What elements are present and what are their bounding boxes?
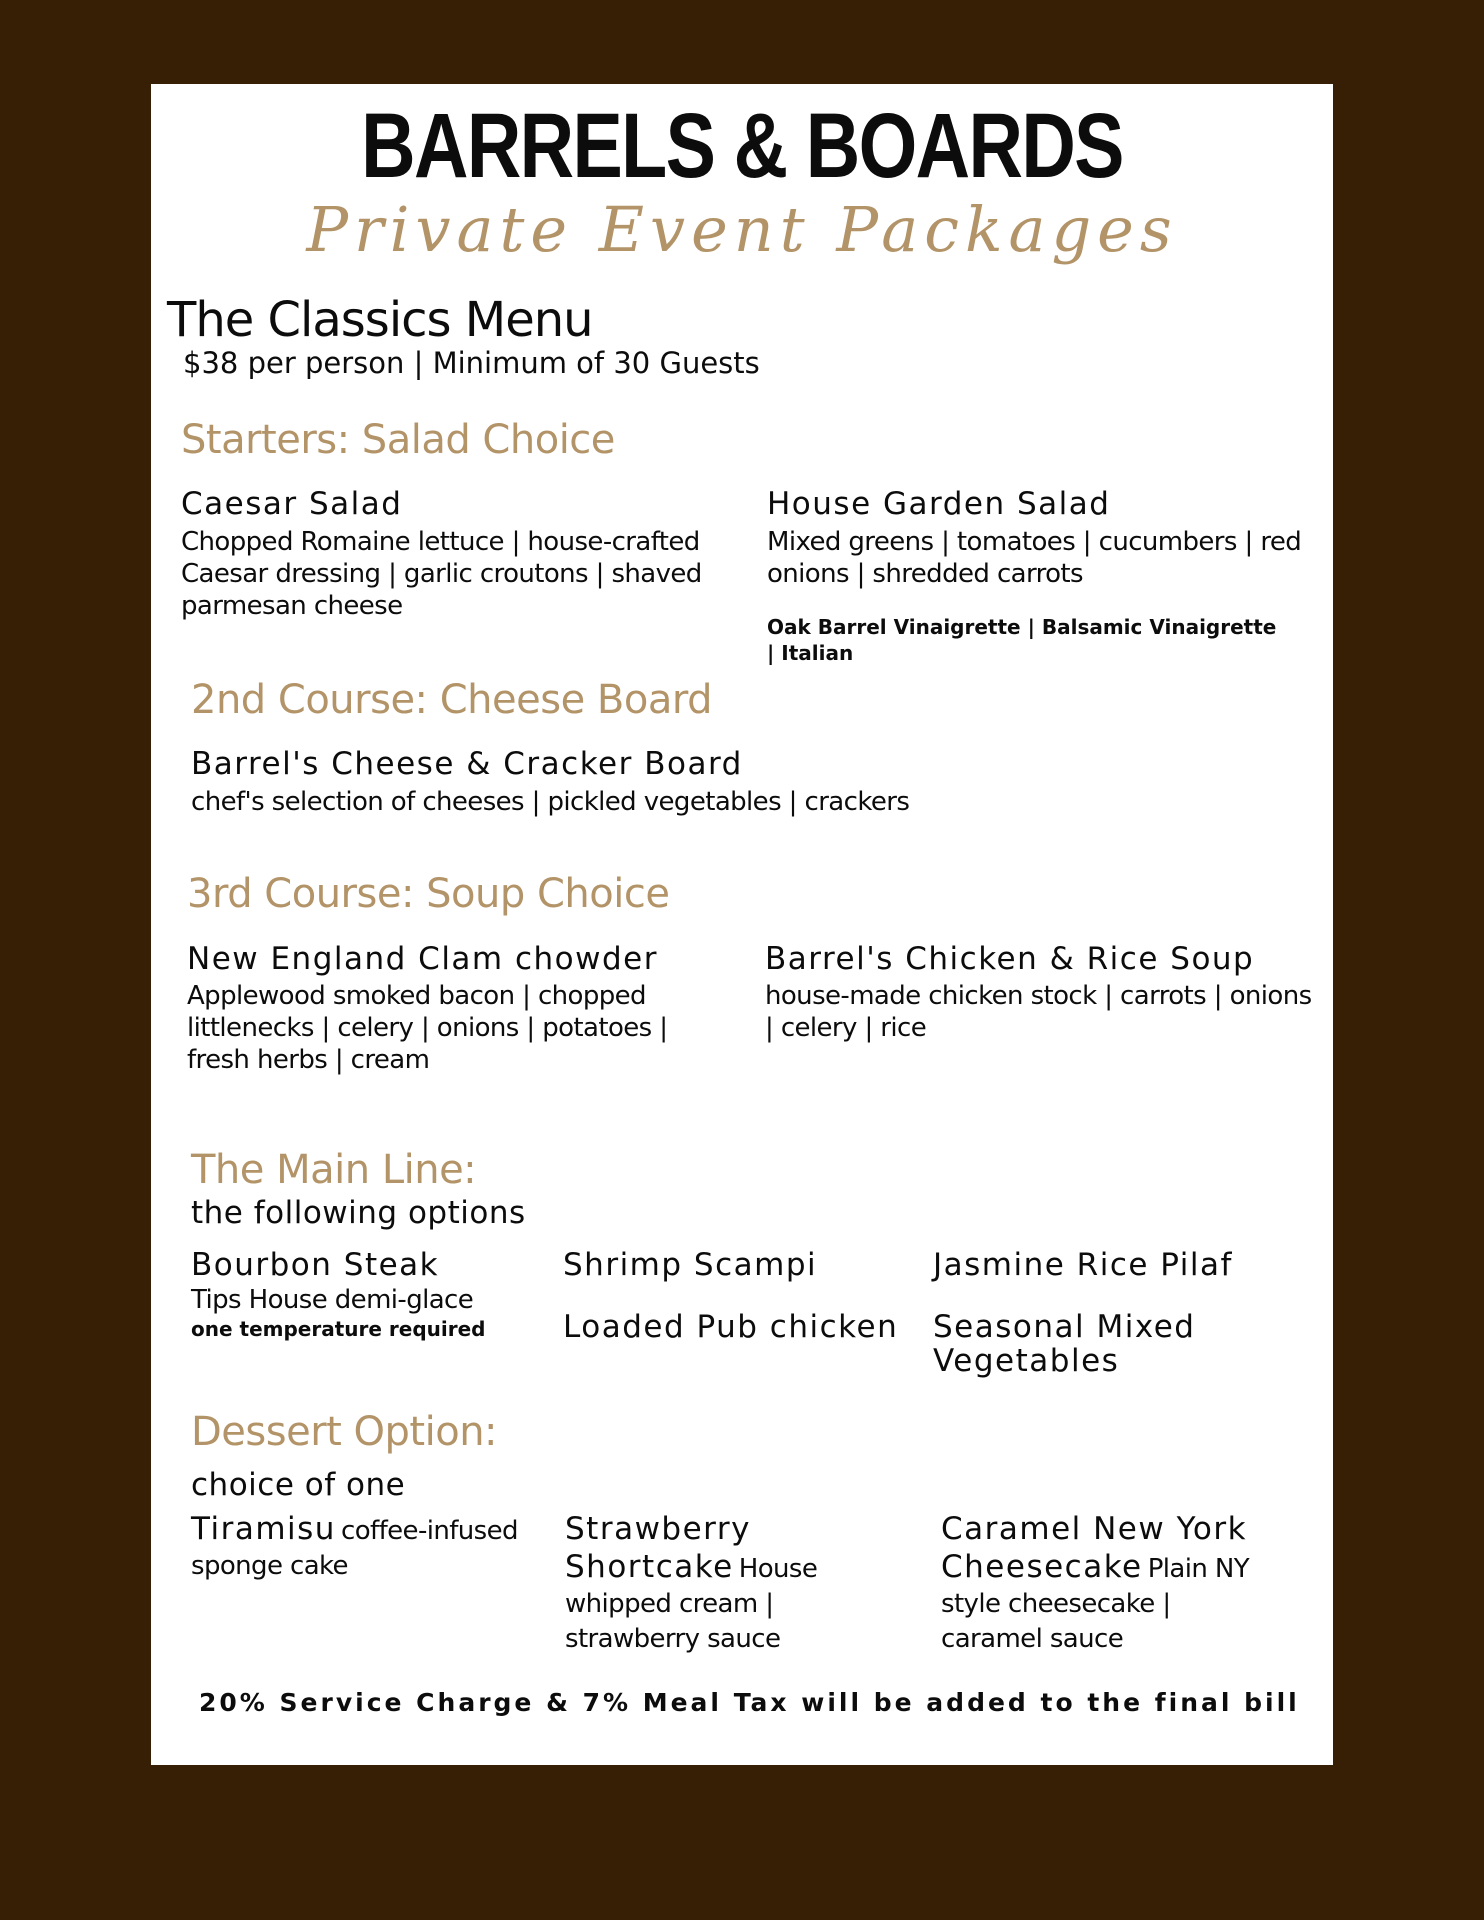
- section-heading-course-2: 2nd Course: Cheese Board: [191, 677, 712, 723]
- dessert-item: [941, 1512, 1251, 1658]
- menu-item-name: Strawberry Shortcake: [565, 1511, 751, 1585]
- menu-item-name: Caramel New York Cheesecake: [941, 1511, 1248, 1585]
- page-subtitle: Private Event Packages: [306, 193, 1178, 266]
- dessert-item: [191, 1512, 521, 1585]
- menu-item-name: Loaded Pub chicken: [563, 1309, 899, 1345]
- menu-item-description: Plain NY style cheesecake | caramel sauce: [941, 1554, 1250, 1654]
- menu-item-name: House Garden Salad: [767, 486, 1111, 522]
- section-heading-starters: Starters: Salad Choice: [181, 417, 615, 463]
- menu-item-description: Tips House demi-glace: [191, 1285, 474, 1315]
- menu-item-description: house-made chicken stock | carrots | onions | celery | rice: [765, 981, 1312, 1043]
- section-subheading: the following options: [191, 1195, 526, 1231]
- brand-title: BARRELS & BOARDS: [361, 95, 1123, 197]
- menu-item-description: Chopped Romaine lettuce | house-crafted Caesar dressing | garlic croutons | shaved parmesan cheese: [181, 527, 702, 621]
- menu-item-description: chef's selection of cheeses | pickled vegetables | crackers: [191, 787, 910, 817]
- price-line: $38 per person | Minimum of 30 Guests: [183, 346, 760, 380]
- menu-item-name: Jasmine Rice Pilaf: [933, 1247, 1233, 1283]
- menu-item-description: Mixed greens | tomatoes | cucumbers | red onions | shredded carrots: [767, 527, 1302, 589]
- menu-item-name: Shrimp Scampi: [563, 1247, 818, 1283]
- section-heading-course-3: 3rd Course: Soup Choice: [187, 871, 670, 917]
- menu-item-description: Applewood smoked bacon | chopped littlenecks | celery | onions | potatoes | fresh herbs | cream: [187, 981, 668, 1075]
- menu-item-description: House whipped cream | strawberry sauce: [565, 1554, 818, 1654]
- menu-title: The Classics Menu: [167, 292, 593, 348]
- menu-item-note: one temperature required: [191, 1317, 486, 1341]
- dessert-item: [565, 1512, 835, 1658]
- menu-page: [151, 84, 1333, 1765]
- footer-note: 20% Service Charge & 7% Meal Tax will be added to the final bill: [199, 1688, 1300, 1717]
- menu-item-name: Barrel's Cheese & Cracker Board: [191, 746, 743, 782]
- menu-item-name: Bourbon Steak: [191, 1247, 440, 1283]
- menu-item-name: Seasonal Mixed Vegetables: [933, 1309, 1196, 1380]
- menu-item-name: Barrel's Chicken & Rice Soup: [765, 941, 1255, 977]
- menu-item-name: Caesar Salad: [181, 486, 403, 522]
- section-subheading: choice of one: [191, 1467, 406, 1503]
- menu-item-name: New England Clam chowder: [187, 941, 658, 977]
- dressing-options: Oak Barrel Vinaigrette | Balsamic Vinaigrette | Italian: [767, 615, 1277, 665]
- menu-item-description: coffee-infused sponge cake: [191, 1516, 518, 1581]
- menu-item-name: Tiramisu: [191, 1511, 336, 1547]
- section-heading-dessert: Dessert Option:: [191, 1409, 498, 1455]
- section-heading-main-line: The Main Line:: [191, 1147, 477, 1193]
